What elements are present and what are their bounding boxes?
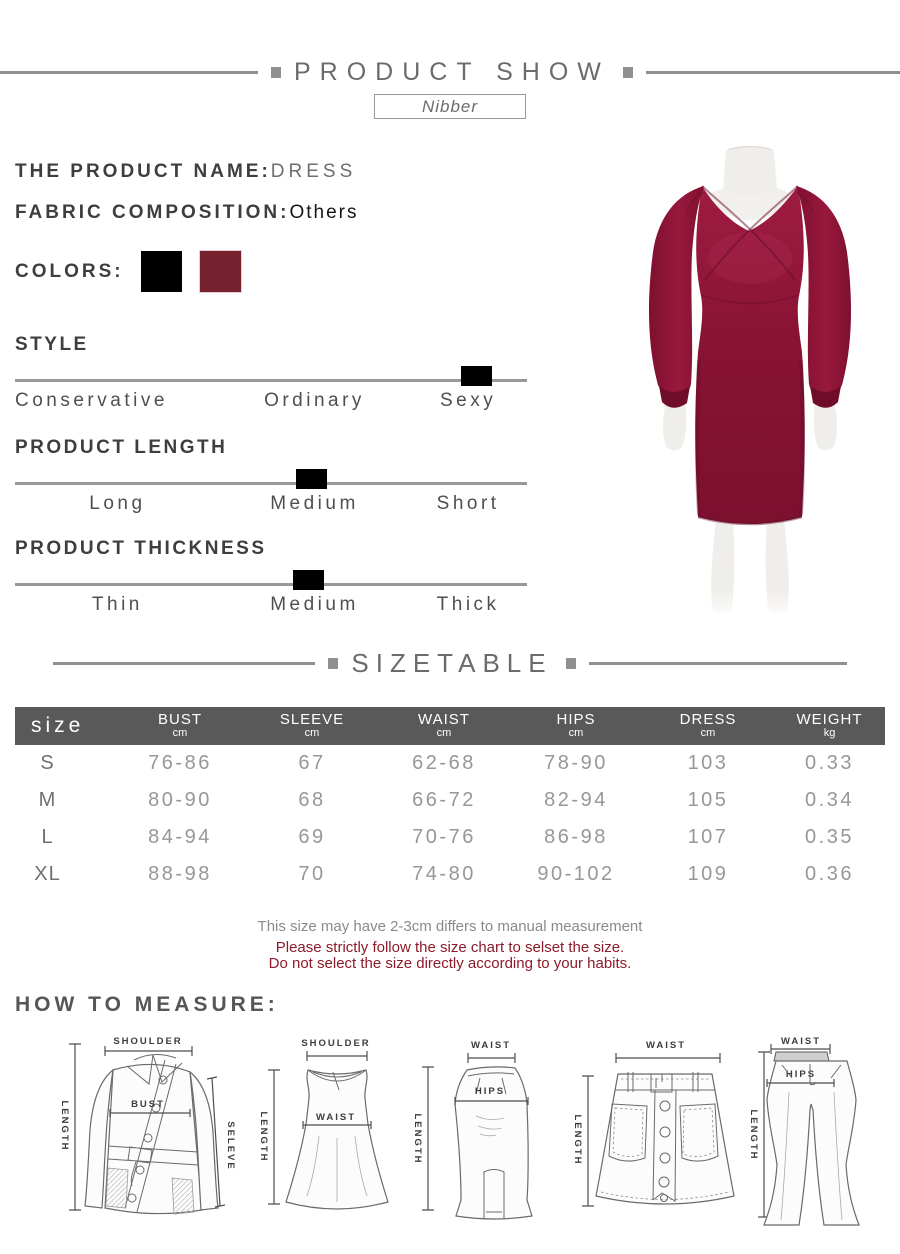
size-table [15,707,885,893]
thickness-slider-marker [293,570,324,590]
header-left-square [271,67,281,78]
style-label: STYLE [15,334,89,355]
sizetable-header [0,648,900,679]
measure-heading: HOW TO MEASURE: [15,993,279,1016]
dress-shoulder-label: SHOULDER [301,1038,371,1049]
size-table-head [15,707,885,745]
measure-diagram-jacket [30,1028,240,1254]
miniskirt-length-label: LENGTH [572,1114,583,1166]
product-name-value: DRESS [270,161,357,182]
thickness-section [15,538,527,616]
jacket-shoulder-label: SHOULDER [113,1036,183,1047]
sizetable-right-square [566,658,576,669]
header-right-square [623,67,633,78]
dress-product-image [600,140,900,620]
table-row-m: M 80-90 68 66-72 82-94 105 0.34 [38,789,854,811]
dress [649,186,851,524]
color-swatch-black [141,251,182,292]
pants-waist-label: WAIST [780,1036,822,1047]
length-slider-marker [296,469,327,489]
page-header [0,58,900,119]
colors-label: COLORS: [15,260,124,282]
pants-hips-label: HIPS [785,1069,817,1080]
table-row-s: S 76-86 67 62-68 78-90 103 0.33 [40,752,854,774]
length-slider-track [15,482,527,485]
fabric-value: Others [289,202,359,223]
color-swatch-wine-red [199,250,242,293]
thickness-label: PRODUCT THICKNESS [15,538,267,559]
jacket-length-label: LENGTH [59,1100,70,1152]
brand-box [374,94,526,119]
header-right-line [646,71,900,74]
style-option-ordinary: Ordinary [264,390,365,411]
length-section [15,437,527,515]
length-slider [15,469,527,491]
thickness-option-thin: Thin [91,594,143,615]
col-weight: WEIGHT kg [796,711,863,740]
jacket-sleeve-label: SELEVE [225,1121,236,1171]
style-slider-track [15,379,527,382]
dress-waist-label: WAIST [315,1112,357,1123]
length-options [15,493,527,515]
col-dress: DRESS cm [679,711,737,740]
colors-row [15,250,242,293]
style-slider [15,366,527,388]
sizetable-left-line [53,662,315,665]
table-row-xl: XL 88-98 70 74-80 90-102 109 0.36 [34,863,854,885]
measure-diagram-pants [726,1032,898,1254]
col-bust: BUST cm [157,711,202,740]
measure-diagram-pencil-skirt [398,1032,576,1254]
header-left-line [0,71,258,74]
style-slider-marker [461,366,492,386]
style-section [15,334,527,412]
table-row-l: L 84-94 69 70-76 86-98 107 0.35 [41,826,854,848]
size-note-red-1: Please strictly follow the size chart to selset the size. [275,939,625,956]
thickness-slider [15,570,527,592]
sizetable-right-line [589,662,847,665]
thickness-options [15,594,527,616]
col-waist: WAIST cm [418,711,470,740]
thickness-option-thick: Thick [436,594,500,615]
product-name-label: THE PRODUCT NAME: [15,161,271,182]
jacket-bust-label: BUST [131,1099,165,1110]
brand-name: Nibber [421,96,479,116]
skirt-waist-label: WAIST [470,1040,512,1051]
fabric-label: FABRIC COMPOSITION: [15,202,290,223]
length-option-long: Long [89,493,146,514]
length-option-medium: Medium [270,493,359,514]
dress-length-label: LENGTH [258,1111,269,1163]
sizetable-left-square [328,658,338,669]
size-note-gray: This size may have 2-3cm differs to manual measurement [257,918,643,935]
product-name-row [15,161,356,183]
skirt-length-label: LENGTH [412,1113,423,1165]
style-option-conservative: Conservative [15,390,168,411]
col-hips: HIPS cm [556,711,596,740]
measure-diagram-dress [243,1032,415,1254]
page-title: PRODUCT SHOW [293,58,610,86]
thickness-slider-track [15,583,527,586]
length-label: PRODUCT LENGTH [15,437,228,458]
size-note-red-2: Do not select the size directly according to your habits. [268,955,632,972]
skirt-hips-label: HIPS [474,1086,506,1097]
col-sleeve: SLEEVE cm [279,711,345,740]
sizetable-title: SIZETABLE [351,648,553,678]
style-options [15,390,527,412]
col-size: size [31,714,85,737]
miniskirt-waist-label: WAIST [645,1040,687,1051]
leg-fade [695,590,805,620]
style-option-sexy: Sexy [439,390,497,411]
fabric-row [15,202,358,224]
pants-length-label: LENGTH [748,1109,759,1161]
thickness-option-medium: Medium [270,594,359,615]
length-option-short: Short [436,493,500,514]
